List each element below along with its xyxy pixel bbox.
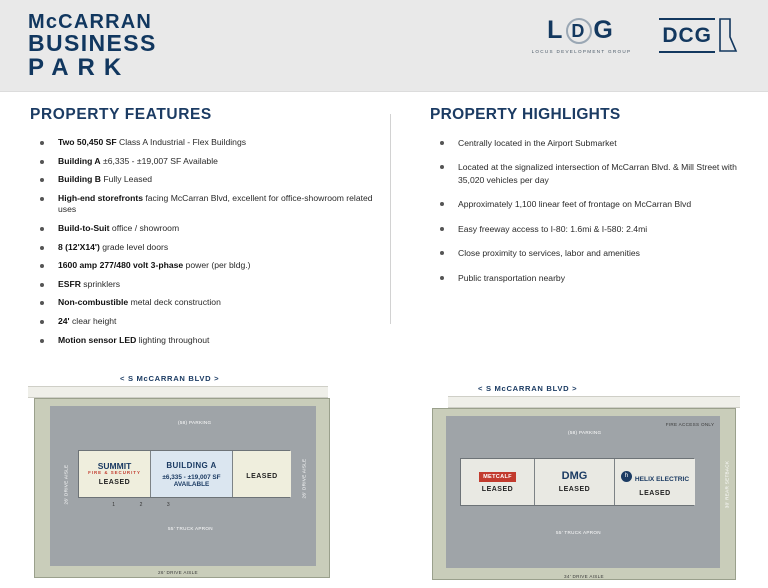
dcg-letters: DCG	[659, 18, 715, 53]
list-item: Centrally located in the Airport Submarket	[430, 137, 740, 149]
list-item: Located at the signalized intersection of McCarran Blvd. & Mill Street with 35,020 vehicles per day	[430, 161, 740, 186]
unit-number: 3	[166, 502, 170, 508]
rear-setback-label: 30' REAR SETBACK	[724, 460, 730, 509]
summit-logo-sub: FIRE & SECURITY	[88, 470, 141, 476]
building-a-available-sf: ±6,335 - ±19,007 SF	[162, 473, 221, 481]
property-features-title: PROPERTY FEATURES	[30, 106, 212, 123]
dcg-logo	[659, 17, 738, 53]
arrow-left-icon: <	[120, 374, 126, 383]
list-item: Build-to-Suit office / showroom	[30, 223, 380, 235]
helix-logo: HELIX ELECTRIC	[634, 475, 690, 483]
dmg-logo: DMG	[561, 469, 588, 482]
list-item: Motion sensor LED lighting throughout	[30, 335, 380, 347]
helix-status: LEASED	[639, 489, 671, 497]
drive-aisle-left-vertical: 26' DRIVE AISLE	[63, 464, 69, 505]
brand-line-1: McCARRAN	[28, 11, 153, 33]
helix-mark-icon: h	[621, 471, 632, 482]
nevada-outline-icon	[718, 17, 738, 53]
list-item: Building B Fully Leased	[30, 174, 380, 186]
arrow-right-icon-2: >	[572, 384, 578, 393]
road-band-left	[28, 386, 328, 398]
property-features-list	[30, 137, 380, 346]
building-a-right-status: LEASED	[246, 472, 278, 480]
list-item: High-end storefronts facing McCarran Blvd, excellent for office-showroom related uses	[30, 193, 380, 216]
list-item: Public transportation nearby	[430, 272, 740, 284]
brand-line-2: BUSINESS	[28, 30, 157, 57]
list-item: ESFR sprinklers	[30, 279, 380, 291]
building-a-available-label: AVAILABLE	[173, 480, 210, 488]
street-label-left: < S McCARRAN BLVD >	[120, 374, 220, 383]
summit-status: LEASED	[98, 479, 131, 487]
arrow-right-icon: >	[214, 374, 220, 383]
unit-number: 1	[112, 502, 116, 508]
drive-aisle-left-bottom: 26' DRIVE AISLE	[158, 570, 198, 575]
unit-number: 2	[139, 502, 143, 508]
list-item: Building A ±6,335 - ±19,007 SF Available	[30, 156, 380, 168]
brand-logo	[28, 12, 157, 80]
building-a[interactable]	[78, 450, 290, 498]
building-a-unit-summit[interactable]	[79, 451, 151, 497]
building-b-unit-metcalf[interactable]	[461, 459, 535, 505]
brand-line-3: PARK	[28, 53, 131, 81]
property-highlights-title: PROPERTY HIGHLIGHTS	[430, 106, 621, 123]
site-plan-canvas	[28, 374, 740, 586]
property-highlights-column	[430, 106, 740, 296]
summit-logo-text: SUMMIT	[97, 460, 132, 471]
column-divider	[390, 114, 391, 324]
ldg-subtitle: LOCUS DEVELOPMENT GROUP	[531, 49, 632, 54]
list-item: Easy freeway access to I-80: 1.6mi & I-580: 2.4mi	[430, 223, 740, 235]
arrow-left-icon-2: <	[478, 384, 484, 393]
truck-apron-right: 55' TRUCK APRON	[556, 530, 601, 535]
building-b[interactable]	[460, 458, 694, 506]
drive-aisle-mid-vertical: 26' DRIVE AISLE	[301, 458, 307, 499]
metcalf-status: LEASED	[481, 485, 514, 493]
list-item: 8 (12'X14') grade level doors	[30, 242, 380, 254]
list-item: Non-combustible metal deck construction	[30, 297, 380, 309]
list-item: 24' clear height	[30, 316, 380, 328]
list-item: Close proximity to services, labor and amenities	[430, 247, 740, 259]
list-item: 1600 amp 277/480 volt 3-phase power (per bldg.)	[30, 260, 380, 272]
road-band-right	[448, 396, 740, 408]
building-a-unit-available[interactable]	[151, 451, 233, 497]
building-a-name: BUILDING A	[166, 460, 217, 470]
fire-access-label: FIRE ACCESS ONLY	[665, 422, 715, 427]
partner-logos	[532, 16, 738, 54]
site-plan	[0, 360, 768, 588]
ldg-logo	[532, 16, 632, 54]
building-a-unit-numbers	[100, 500, 182, 510]
property-highlights-list	[430, 137, 740, 284]
truck-apron-left: 55' TRUCK APRON	[168, 526, 213, 531]
street-label-right: < S McCARRAN BLVD >	[478, 384, 578, 393]
ldg-d-circle: D	[566, 18, 592, 44]
property-features-column	[30, 106, 380, 353]
building-b-unit-helix[interactable]	[615, 459, 695, 505]
drive-aisle-right-bottom: 34' DRIVE AISLE	[564, 574, 604, 579]
building-b-unit-dmg[interactable]	[535, 459, 615, 505]
content-area	[0, 92, 768, 358]
page-header	[0, 0, 768, 92]
parking-label-right: (58) PARKING	[568, 430, 602, 435]
list-item: Approximately 1,100 linear feet of frontage on McCarran Blvd	[430, 198, 740, 210]
metcalf-logo: METCALF	[479, 472, 516, 482]
building-a-unit-leased[interactable]	[233, 451, 291, 497]
ldg-letters: L D G	[547, 16, 616, 44]
dmg-status: LEASED	[558, 486, 591, 494]
helix-logo-row	[621, 468, 689, 486]
list-item: Two 50,450 SF Class A Industrial - Flex Buildings	[30, 137, 380, 149]
parking-label-left: (58) PARKING	[178, 420, 212, 425]
